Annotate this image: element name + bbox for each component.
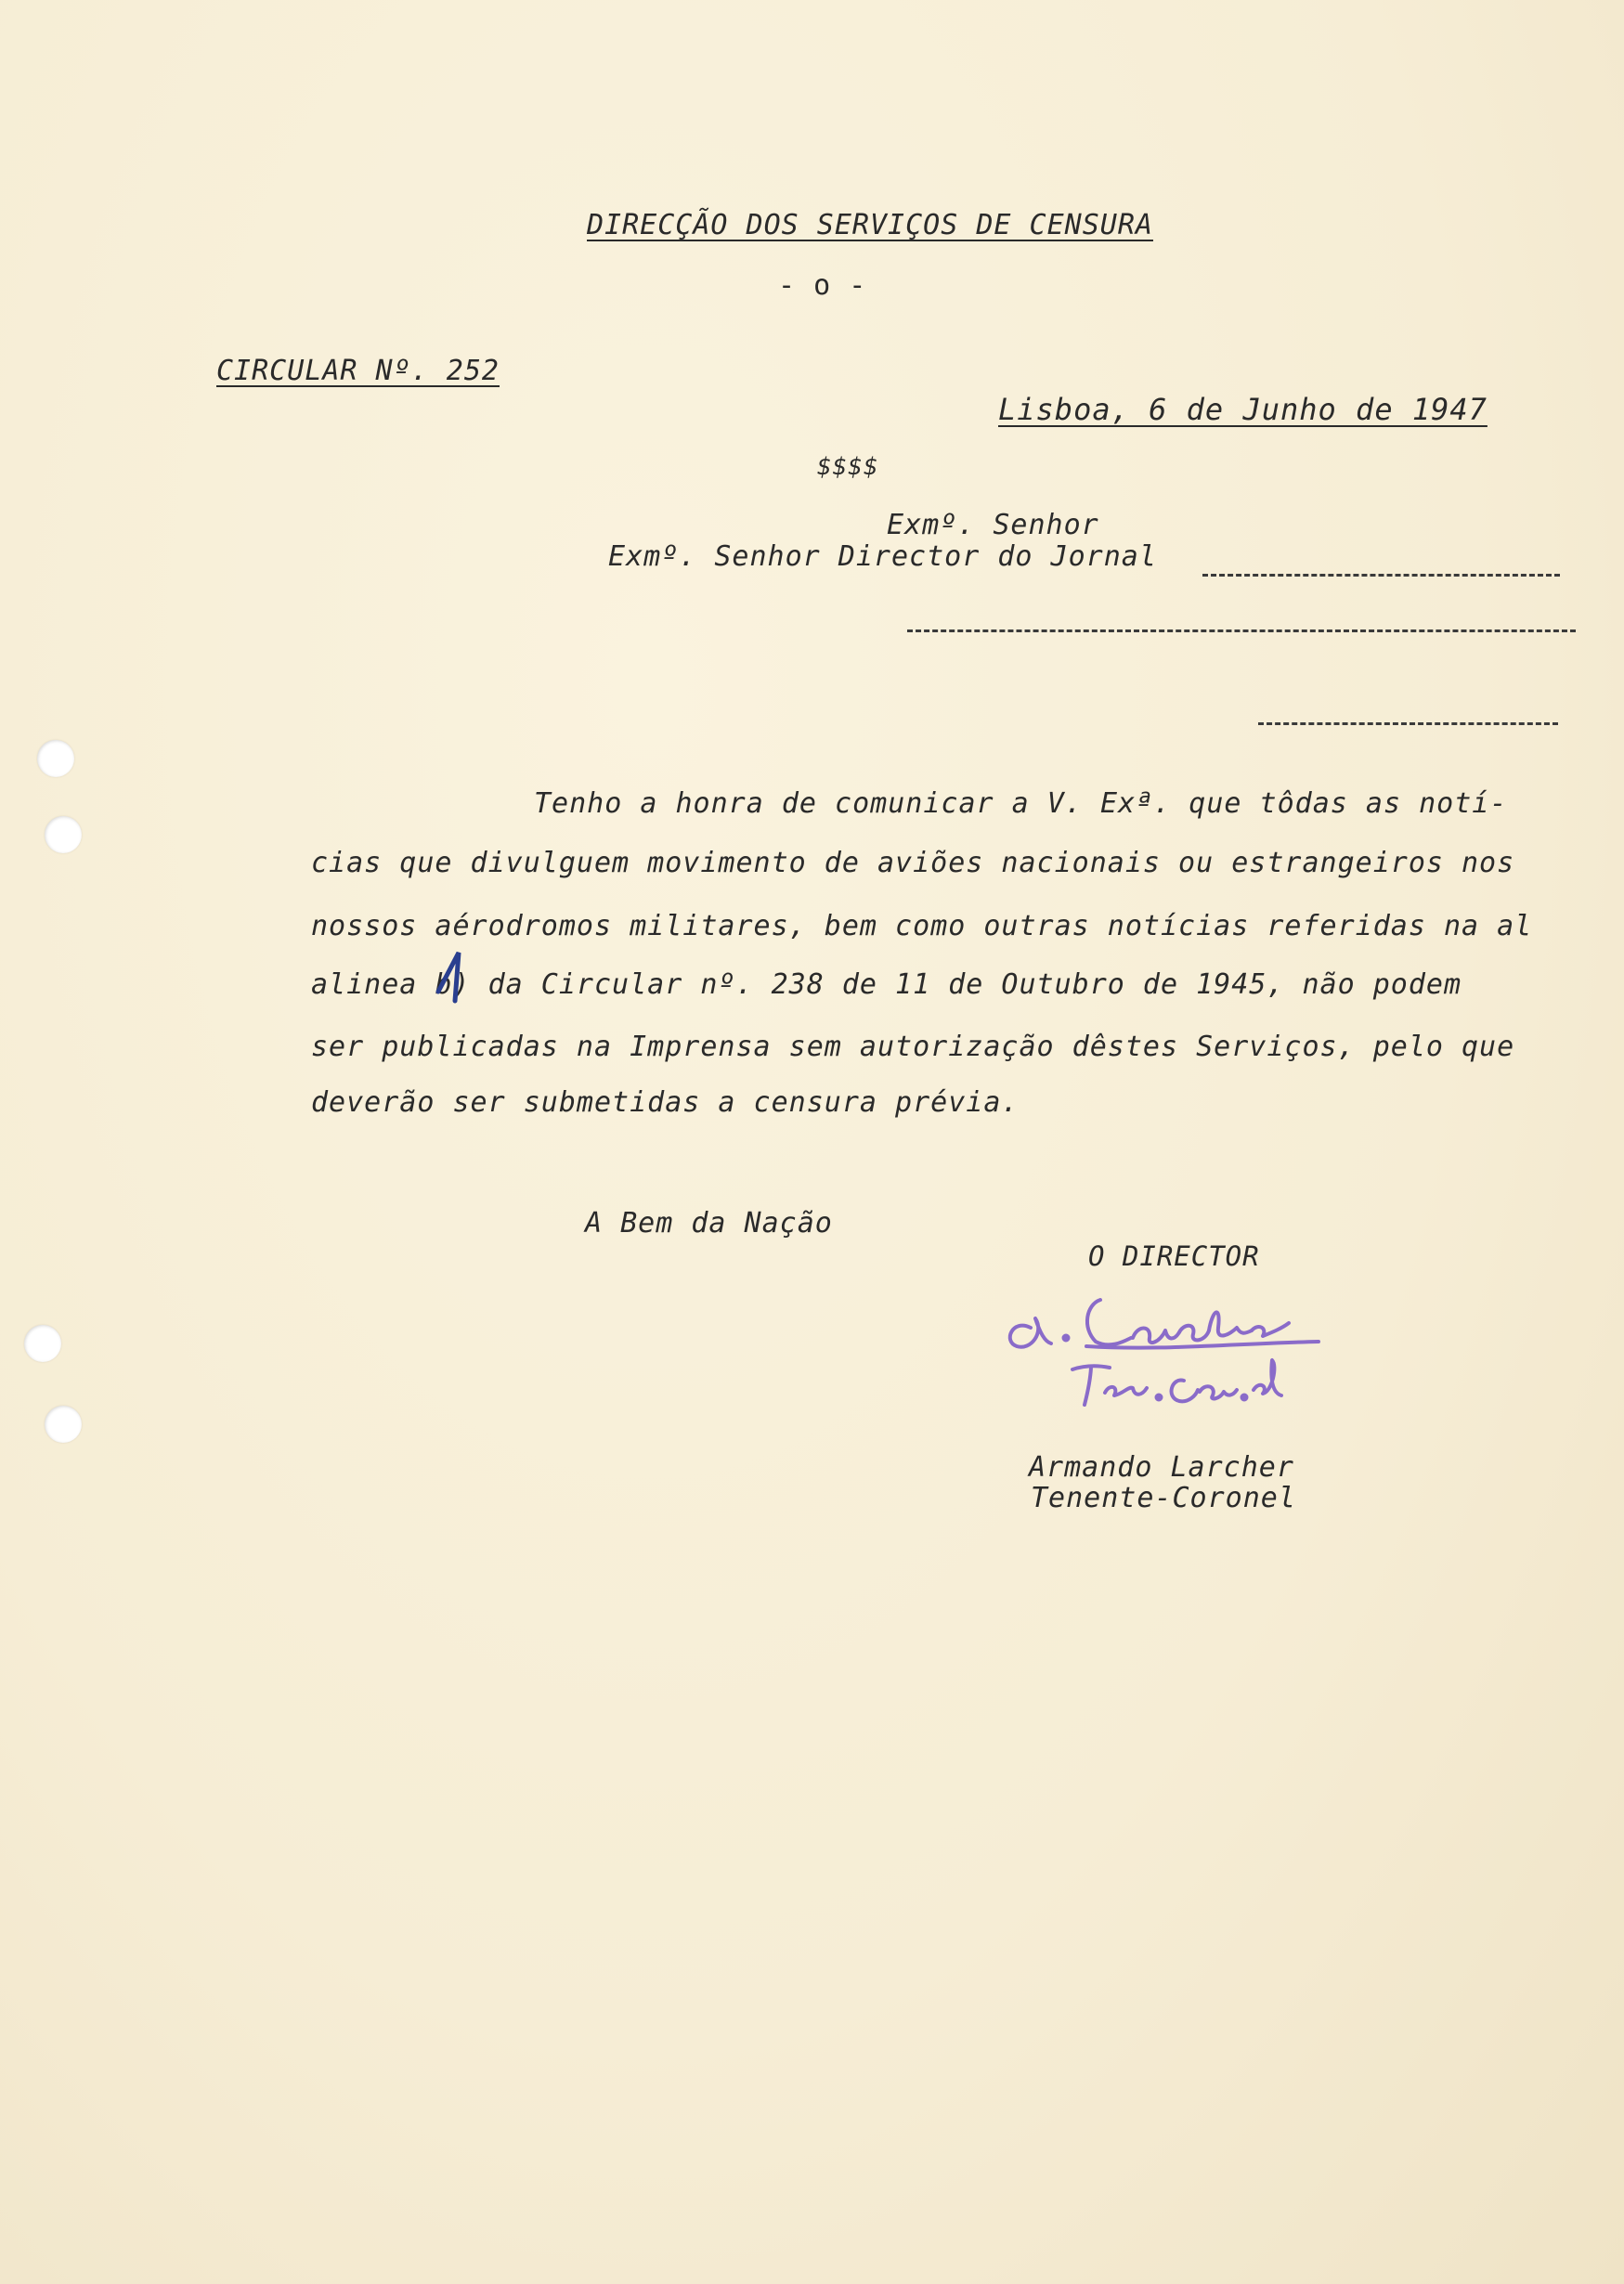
addressee-line-2: Exmº. Senhor Director do Jornal <box>608 540 1157 573</box>
body-line: ser publicadas na Imprensa sem autorização dêstes Serviços, pelo que <box>311 1031 1515 1063</box>
body-line: Tenho a honra de comunicar a V. Exª. que tôdas as notí- <box>534 787 1508 820</box>
addressee-line-1: Exmº. Senhor <box>887 509 1099 541</box>
punch-hole <box>24 1325 61 1362</box>
closing-salutation: A Bem da Nação <box>585 1207 833 1239</box>
address-blank-line <box>1258 722 1558 725</box>
address-blank-line <box>907 629 1576 632</box>
address-blank-line <box>1202 574 1560 577</box>
ornament-mark: $$$$ <box>817 453 879 481</box>
body-line: alinea b) da Circular nº. 238 de 11 de Outubro de 1945, não podem <box>311 968 1462 1001</box>
signer-rank: Tenente-Coronel <box>1031 1482 1296 1514</box>
signer-name: Armando Larcher <box>1029 1451 1294 1484</box>
punch-hole <box>37 740 74 777</box>
handwritten-signature <box>994 1277 1346 1425</box>
body-line: cias que divulguem movimento de aviões nacionais ou estrangeiros nos <box>311 847 1515 879</box>
punch-hole <box>45 1406 82 1443</box>
punch-hole <box>45 816 82 853</box>
dateline: Lisboa, 6 de Junho de 1947 <box>998 392 1488 427</box>
body-line: nossos aérodromos militares, bem como outras notícias referidas na al <box>311 910 1533 942</box>
header-title: DIRECÇÃO DOS SERVIÇOS DE CENSURA <box>587 209 1153 241</box>
handwritten-correction-mark <box>429 945 475 1010</box>
circular-number: CIRCULAR Nº. 252 <box>216 355 500 387</box>
header-separator: - o - <box>778 269 867 302</box>
body-line: deverão ser submetidas a censura prévia. <box>311 1086 1020 1119</box>
signer-role: O DIRECTOR <box>1088 1240 1260 1272</box>
